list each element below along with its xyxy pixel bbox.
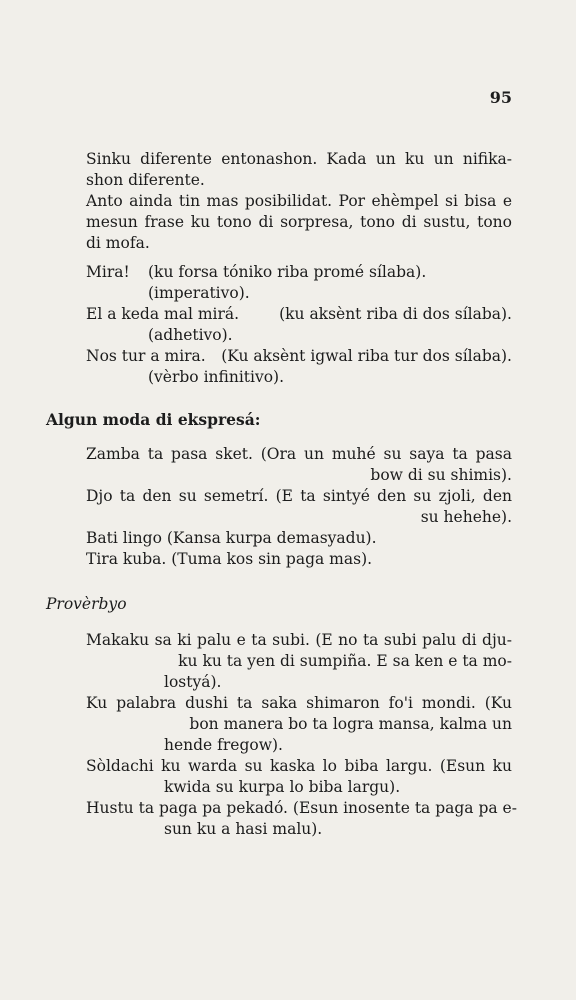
proverb-list <box>86 630 517 840</box>
proverbs-heading-text: Provèrbyo <box>46 595 127 613</box>
proverb-line: Sòldachi ku warda su kaska lo biba largu. (Esun ku <box>86 757 512 775</box>
proverb-line: Ku palabra dushi ta saka shimaron fo'i mondi. (Ku <box>86 694 512 712</box>
expression-list <box>86 444 512 570</box>
expression-line: bow di su shimis). <box>370 466 512 484</box>
proverb-item <box>86 756 512 798</box>
example-item <box>86 262 512 304</box>
section-heading-proverbs <box>46 594 127 615</box>
example-item <box>86 304 512 346</box>
expression-line: Djo ta den su semetrí. (E ta sintyé den su zjoli, den <box>86 487 512 505</box>
example-item <box>86 346 512 388</box>
expression-item <box>86 549 512 570</box>
expression-line: Tira kuba. (Tuma kos sin paga mas). <box>86 550 373 568</box>
example-list <box>86 262 512 388</box>
example-note: (vèrbo infinitivo). <box>148 368 285 386</box>
intro-line: shon diferente. <box>86 171 205 189</box>
proverb-line: ku ku ta yen di sumpiña. E sa ken e ta mo- <box>178 652 512 670</box>
proverb-line: kwida su kurpa lo biba largu). <box>164 778 401 796</box>
proverb-line: hende fregow). <box>164 736 283 754</box>
example-note: (adhetivo). <box>148 326 233 344</box>
proverb-item <box>86 630 512 693</box>
intro-line: Anto ainda tin mas posibilidat. Por ehèmpel si bisa e <box>86 192 512 210</box>
proverb-line: bon manera bo ta logra mansa, kalma un <box>189 715 512 733</box>
expression-line: Zamba ta pasa sket. (Ora un muhé su saya ta pasa <box>86 445 512 463</box>
proverb-line: lostyá). <box>164 673 222 691</box>
expression-line: su hehehe). <box>420 508 512 526</box>
proverb-item <box>86 693 512 756</box>
example-word: Nos tur a mira. <box>86 347 206 365</box>
example-note: (Ku aksènt igwal riba tur dos sílaba). <box>221 347 512 365</box>
proverb-line: sun ku a hasi malu). <box>164 820 323 838</box>
proverb-item <box>86 798 517 840</box>
example-note: (ku forsa tóniko riba promé sílaba). <box>148 263 427 281</box>
example-word: El a keda mal mirá. <box>86 305 240 323</box>
example-note: (imperativo). <box>148 284 250 302</box>
intro-paragraph <box>86 149 512 254</box>
intro-line: mesun frase ku tono di sorpresa, tono di sustu, tono <box>86 213 512 231</box>
expression-item <box>86 486 512 528</box>
expression-item <box>86 528 512 549</box>
intro-line: di mofa. <box>86 234 150 252</box>
proverb-line: Makaku sa ki palu e ta subi. (E no ta subi palu di dju- <box>86 631 512 649</box>
example-note: (ku aksènt riba di dos sílaba). <box>279 305 512 323</box>
expression-line: Bati lingo (Kansa kurpa demasyadu). <box>86 529 377 547</box>
section-heading-expressions: Algun moda di ekspresá: <box>46 410 261 429</box>
intro-line: Sinku diferente entonashon. Kada un ku un nifika- <box>86 150 512 168</box>
expression-item <box>86 444 512 486</box>
example-word: Mira! <box>86 263 130 281</box>
proverb-line: Hustu ta paga pa pekadó. (Esun inosente ta paga pa e- <box>86 799 517 817</box>
page-number: 95 <box>489 88 512 107</box>
